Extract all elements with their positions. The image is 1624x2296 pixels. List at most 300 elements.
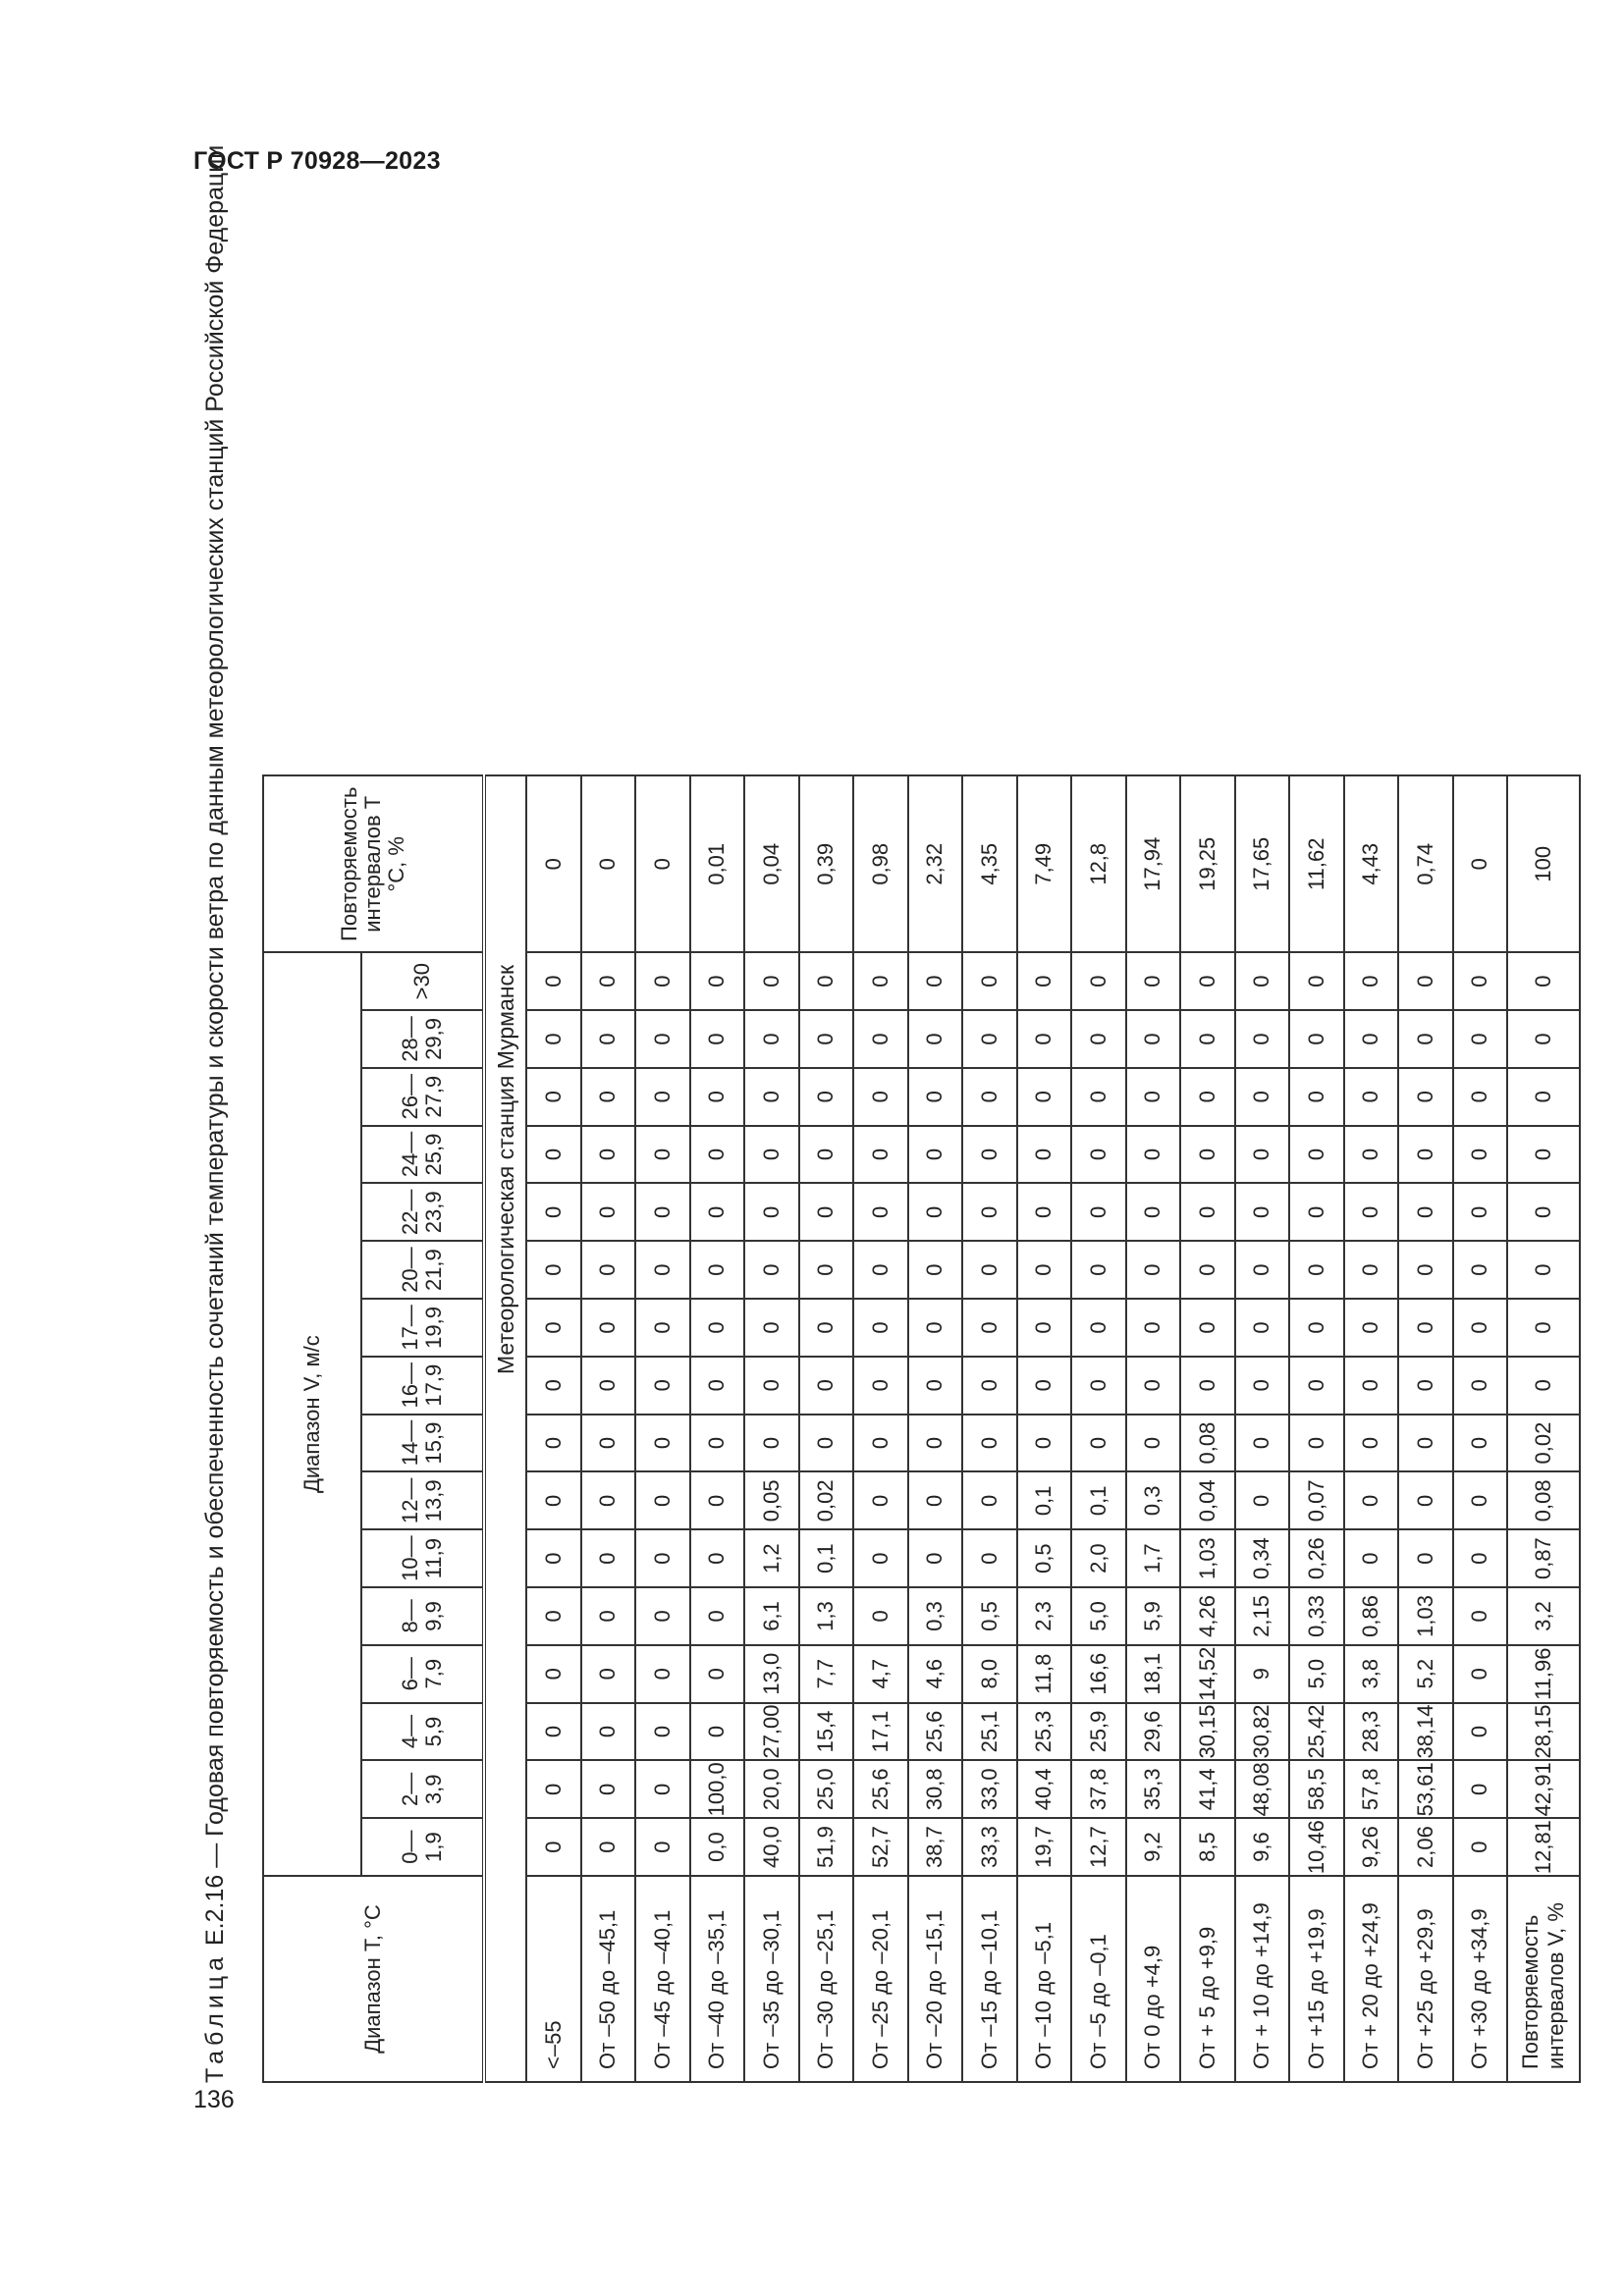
header-v-column-line: 20— <box>398 1247 422 1293</box>
table-cell <box>1289 1471 1344 1529</box>
cell-value: 19,25 <box>1194 836 1219 891</box>
cell-value: 0 <box>758 1379 784 1392</box>
table-cell <box>853 1529 908 1587</box>
document-header: ГОСТ Р 70928—2023 <box>193 147 441 175</box>
table-cell <box>853 1760 908 1818</box>
table-cell <box>1453 1703 1508 1761</box>
cell-value: 0 <box>867 1494 893 1507</box>
table-cell <box>1289 1645 1344 1703</box>
cell-value: 0 <box>540 1379 566 1392</box>
table-cell <box>1289 1529 1344 1587</box>
table-cell <box>1453 1587 1508 1645</box>
cell-value: 0 <box>540 1610 566 1623</box>
cell-value: 37,8 <box>1085 1768 1110 1811</box>
cell-value: 1,7 <box>1140 1543 1165 1574</box>
table-cell <box>581 1126 636 1184</box>
cell-value: 0,04 <box>758 842 784 885</box>
cell-value: 0,98 <box>867 842 893 885</box>
table-cell <box>1289 1357 1344 1415</box>
row-t-range-label <box>799 1876 854 2082</box>
table-cell <box>1507 1010 1580 1068</box>
row-t-range-label <box>1017 1876 1072 2082</box>
header-v-column-line: 22— <box>398 1189 422 1236</box>
cell-value: 19,7 <box>1031 1826 1056 1869</box>
header-v-column <box>361 1241 484 1299</box>
table-cell <box>581 952 636 1010</box>
cell-value: 0,01 <box>704 842 730 885</box>
table-cell <box>853 1068 908 1126</box>
cell-value: 12,7 <box>1085 1826 1110 1869</box>
cell-value: 38,14 <box>1412 1704 1437 1759</box>
table-cell <box>1126 1703 1181 1761</box>
row-label-text: От + 5 до +9,9 <box>1194 1926 1219 2069</box>
cell-value: 0 <box>1467 975 1492 988</box>
table-cell <box>1071 952 1126 1010</box>
header-row-group <box>263 775 361 2082</box>
cell-value: 1,03 <box>1412 1595 1437 1637</box>
cell-value: 0 <box>1140 975 1165 988</box>
cell-value: 2,3 <box>1031 1601 1056 1631</box>
table-cell <box>853 952 908 1010</box>
row-label-text: От 0 до +4,9 <box>1140 1945 1165 2069</box>
cell-value: 0 <box>1412 1091 1437 1103</box>
row-t-range-label <box>1453 1876 1508 2082</box>
header-v-range <box>263 952 361 1876</box>
table-cell <box>908 1818 963 1876</box>
table-cell <box>690 1529 745 1587</box>
cell-value: 4,43 <box>1358 842 1383 885</box>
header-t-range-label: Диапазон T, °C <box>360 1904 385 2054</box>
cell-value: 0 <box>922 1033 947 1045</box>
cell-value: 5,0 <box>1085 1601 1110 1631</box>
table-cell <box>962 1241 1017 1299</box>
cell-value: 0 <box>649 1263 675 1276</box>
cell-value: 0 <box>1303 1091 1328 1103</box>
cell-value: 0 <box>1467 1148 1492 1161</box>
cell-value: 0 <box>1249 1148 1274 1161</box>
cell-value: 0 <box>976 1148 1001 1161</box>
cell-value: 25,6 <box>922 1710 947 1753</box>
table-row <box>799 775 854 2082</box>
table-cell <box>635 1529 690 1587</box>
cell-value: 0 <box>1412 1379 1437 1392</box>
table-cell <box>853 1645 908 1703</box>
cell-value: 0 <box>540 1205 566 1218</box>
table-cell <box>1344 1299 1399 1357</box>
table-cell <box>1453 1241 1508 1299</box>
cell-value: 0 <box>1358 1494 1383 1507</box>
header-t-repeat-line: Повторяемость <box>337 786 361 941</box>
cell-value: 0 <box>867 1205 893 1218</box>
cell-value: 4,7 <box>867 1658 893 1689</box>
row-label-text: От –40 до –35,1 <box>704 1909 730 2069</box>
table-cell <box>1398 1471 1453 1529</box>
cell-value: 0 <box>1194 1148 1219 1161</box>
table-cell <box>962 1183 1017 1241</box>
table-cell <box>581 1299 636 1357</box>
cell-value: 0 <box>595 1205 621 1218</box>
cell-value: 100 <box>1531 845 1555 882</box>
table-cell <box>1507 1818 1580 1876</box>
cell-value: 4,6 <box>922 1658 947 1689</box>
table-cell <box>635 1587 690 1645</box>
cell-value: 0 <box>1249 1494 1274 1507</box>
cell-value: 14,52 <box>1194 1646 1219 1701</box>
cell-value: 0 <box>867 975 893 988</box>
header-t-repeat-line: интервалов T <box>360 795 385 933</box>
table-cell <box>1126 1183 1181 1241</box>
row-t-range-label <box>526 1876 581 2082</box>
cell-value: 0 <box>595 858 621 871</box>
table-cell <box>962 1529 1017 1587</box>
cell-value: 0 <box>1358 1205 1383 1218</box>
table-cell <box>1126 952 1181 1010</box>
table-cell <box>1453 952 1508 1010</box>
table-cell <box>1398 1415 1453 1472</box>
table-cell <box>1289 1068 1344 1126</box>
header-v-column-line: 11,9 <box>421 1538 446 1579</box>
cell-value: 0 <box>813 1379 839 1392</box>
cell-value: 0 <box>1085 1205 1110 1218</box>
table-cell <box>962 1126 1017 1184</box>
table-cell <box>1235 1299 1290 1357</box>
cell-value: 9,2 <box>1140 1832 1165 1862</box>
cell-value: 0 <box>704 975 730 988</box>
table-cell <box>1289 952 1344 1010</box>
cell-value: 0 <box>1412 1494 1437 1507</box>
cell-value: 0,08 <box>1531 1479 1555 1522</box>
cell-value: 0 <box>704 1610 730 1623</box>
table-cell-t-repeat <box>908 775 963 952</box>
table-cell <box>962 1587 1017 1645</box>
header-v-column-line: 27,9 <box>421 1075 446 1118</box>
table-cell <box>1289 1760 1344 1818</box>
cell-value: 0 <box>649 1379 675 1392</box>
table-cell <box>853 1010 908 1068</box>
table-number: Е.2.16 <box>201 1874 229 1947</box>
header-v-column <box>361 1760 484 1818</box>
cell-value: 0 <box>758 1033 784 1045</box>
cell-value: 0 <box>867 1321 893 1334</box>
table-cell <box>1017 1183 1072 1241</box>
header-v-column <box>361 1471 484 1529</box>
cell-value: 100,0 <box>704 1762 730 1817</box>
table-cell <box>1126 1818 1181 1876</box>
table-cell <box>744 952 799 1010</box>
table-cell <box>690 952 745 1010</box>
cell-value: 0 <box>1031 1033 1056 1045</box>
table-cell <box>799 1068 854 1126</box>
table-cell <box>1017 1010 1072 1068</box>
cell-value: 0 <box>813 1091 839 1103</box>
cell-value: 15,4 <box>813 1710 839 1753</box>
cell-value: 0 <box>649 858 675 871</box>
cell-value: 0 <box>1467 1321 1492 1334</box>
cell-value: 5,2 <box>1412 1658 1437 1689</box>
header-v-range-label: Диапазон V, м/с <box>299 1335 324 1494</box>
cell-value: 0 <box>1303 975 1328 988</box>
table-cell <box>635 1357 690 1415</box>
table-cell <box>799 1299 854 1357</box>
table-cell <box>1235 952 1290 1010</box>
header-v-column-line: 25,9 <box>421 1133 446 1176</box>
cell-value: 0 <box>1194 1091 1219 1103</box>
table-row <box>1344 775 1399 2082</box>
table-cell <box>690 1818 745 1876</box>
table-cell <box>1398 1241 1453 1299</box>
table-cell <box>1344 1068 1399 1126</box>
header-v-column <box>361 1587 484 1645</box>
table-row <box>526 775 581 2082</box>
cell-value: 0 <box>704 1552 730 1565</box>
cell-value: 38,7 <box>922 1826 947 1869</box>
table-cell <box>1235 1760 1290 1818</box>
table-cell <box>799 1471 854 1529</box>
table-caption <box>200 17 231 2083</box>
header-v-column-line: >30 <box>409 962 434 1000</box>
header-v-column-line: 8— <box>398 1599 422 1633</box>
cell-value: 0 <box>1085 1436 1110 1450</box>
cell-value: 0 <box>1140 1091 1165 1103</box>
cell-value: 0 <box>1249 1205 1274 1218</box>
table-cell <box>690 1760 745 1818</box>
table-cell <box>962 1010 1017 1068</box>
table-cell <box>1453 1529 1508 1587</box>
table-cell <box>853 1126 908 1184</box>
table-cell <box>1289 1126 1344 1184</box>
table-cell <box>1235 1529 1290 1587</box>
cell-value: 2,06 <box>1412 1826 1437 1869</box>
table-cell-t-repeat <box>526 775 581 952</box>
table-cell <box>908 1010 963 1068</box>
table-cell-t-repeat <box>962 775 1017 952</box>
cell-value: 0 <box>1194 975 1219 988</box>
cell-value: 25,42 <box>1303 1704 1328 1759</box>
cell-value: 0 <box>1467 1841 1492 1853</box>
table-cell <box>1071 1241 1126 1299</box>
table-cell <box>635 1415 690 1472</box>
row-t-range-label <box>1180 1876 1235 2082</box>
cell-value: 0 <box>976 1379 1001 1392</box>
header-v-column-line: 5,9 <box>421 1716 446 1747</box>
cell-value: 0 <box>649 1725 675 1738</box>
cell-value: 0 <box>867 1552 893 1565</box>
cell-value: 0 <box>976 1436 1001 1450</box>
table-cell <box>1235 1010 1290 1068</box>
table-row <box>1180 775 1235 2082</box>
header-v-column-line: 23,9 <box>421 1191 446 1234</box>
table-cell <box>1507 1299 1580 1357</box>
table-cell <box>962 1357 1017 1415</box>
table-cell <box>744 1760 799 1818</box>
table-cell <box>635 1010 690 1068</box>
header-v-column-line: 16— <box>398 1362 422 1409</box>
table-cell <box>799 1126 854 1184</box>
cell-value: 10,46 <box>1303 1820 1328 1875</box>
header-v-column <box>361 1415 484 1472</box>
table-cell-t-repeat <box>1453 775 1508 952</box>
table-cell-t-repeat <box>635 775 690 952</box>
table-cell <box>1126 1645 1181 1703</box>
cell-value: 0 <box>922 1205 947 1218</box>
table-cell <box>690 1471 745 1529</box>
table-cell <box>1453 1010 1508 1068</box>
table-cell <box>1453 1299 1508 1357</box>
table-cell <box>1017 1703 1072 1761</box>
table-cell <box>962 1645 1017 1703</box>
table-cell <box>1017 1818 1072 1876</box>
cell-value: 0 <box>704 1321 730 1334</box>
header-v-column <box>361 1126 484 1184</box>
cell-value: 0 <box>595 1379 621 1392</box>
table-cell <box>799 1415 854 1472</box>
table-cell <box>1235 1818 1290 1876</box>
cell-value: 0 <box>540 1091 566 1103</box>
cell-value: 4,26 <box>1194 1595 1219 1637</box>
table-cell <box>1398 1299 1453 1357</box>
cell-value: 0 <box>595 1494 621 1507</box>
cell-value: 0 <box>704 1725 730 1738</box>
table-cell <box>1344 1760 1399 1818</box>
table-cell <box>1180 1760 1235 1818</box>
table-cell-t-repeat <box>1289 775 1344 952</box>
table-cell <box>1126 1126 1181 1184</box>
cell-value: 0 <box>1140 1321 1165 1334</box>
cell-value: 0 <box>1531 1263 1555 1276</box>
header-v-column-line: 21,9 <box>421 1249 446 1292</box>
cell-value: 0 <box>1140 1033 1165 1045</box>
table-cell <box>1017 1645 1072 1703</box>
table-row <box>1289 775 1344 2082</box>
header-v-column <box>361 1357 484 1415</box>
table-cell <box>1507 1183 1580 1241</box>
header-v-column-line: 15,9 <box>421 1421 446 1465</box>
table-row <box>962 775 1017 2082</box>
table-cell <box>1344 1241 1399 1299</box>
table-cell <box>1180 1471 1235 1529</box>
cell-value: 0 <box>922 1091 947 1103</box>
cell-value: 0 <box>1194 1205 1219 1218</box>
table-row <box>908 775 963 2082</box>
cell-value: 13,0 <box>758 1652 784 1695</box>
header-v-column-line: 12— <box>398 1477 422 1524</box>
row-label-text: Повторяемость интервалов V, % <box>1518 1902 1568 2069</box>
cell-value: 0 <box>704 1668 730 1681</box>
table-cell <box>1017 1587 1072 1645</box>
table-cell <box>635 952 690 1010</box>
cell-value: 0 <box>1031 1263 1056 1276</box>
cell-value: 0 <box>867 1379 893 1392</box>
cell-value: 0 <box>704 1205 730 1218</box>
table-cell <box>908 1357 963 1415</box>
table-cell <box>908 1183 963 1241</box>
table-cell <box>1235 1645 1290 1703</box>
cell-value: 0 <box>1303 1263 1328 1276</box>
table-cell <box>1071 1010 1126 1068</box>
table-cell <box>1126 1357 1181 1415</box>
row-label-text: От –25 до –20,1 <box>867 1909 893 2069</box>
table-cell <box>526 952 581 1010</box>
cell-value: 7,7 <box>813 1658 839 1689</box>
table-cell <box>1071 1183 1126 1241</box>
cell-value: 0 <box>1249 1033 1274 1045</box>
table-cell <box>962 1068 1017 1126</box>
table-cell <box>1017 1760 1072 1818</box>
table-cell <box>799 1241 854 1299</box>
header-v-column-line: 0— <box>398 1830 422 1864</box>
table-cell <box>908 1703 963 1761</box>
cell-value: 27,00 <box>758 1704 784 1759</box>
table-cell <box>962 1299 1017 1357</box>
table-cell <box>1344 1183 1399 1241</box>
table-cell <box>1235 1126 1290 1184</box>
cell-value: 40,4 <box>1031 1768 1056 1811</box>
header-v-column-line: 24— <box>398 1131 422 1178</box>
table-cell <box>581 1241 636 1299</box>
cell-value: 0 <box>976 1091 1001 1103</box>
row-t-range-label <box>908 1876 963 2082</box>
table-cell <box>962 1703 1017 1761</box>
table-cell <box>1071 1471 1126 1529</box>
cell-value: 0 <box>540 1783 566 1795</box>
table-cell <box>962 1471 1017 1529</box>
cell-value: 9,6 <box>1249 1832 1274 1862</box>
header-v-column-line: 19,9 <box>421 1307 446 1349</box>
cell-value: 0 <box>649 1091 675 1103</box>
cell-value: 0 <box>1249 1263 1274 1276</box>
cell-value: 0 <box>540 1841 566 1853</box>
cell-value: 0 <box>649 1494 675 1507</box>
cell-value: 0,34 <box>1249 1537 1274 1580</box>
cell-value: 0 <box>540 1668 566 1681</box>
table-cell <box>690 1068 745 1126</box>
cell-value: 0 <box>813 975 839 988</box>
cell-value: 5,0 <box>1303 1658 1328 1689</box>
cell-value: 0 <box>813 1033 839 1045</box>
row-label-text: От +15 до +19,9 <box>1303 1908 1328 2069</box>
table-cell <box>799 1587 854 1645</box>
cell-value: 0 <box>649 1436 675 1450</box>
cell-value: 0 <box>1303 1321 1328 1334</box>
cell-value: 0 <box>1303 1205 1328 1218</box>
table-cell <box>1398 1357 1453 1415</box>
table-cell <box>1344 952 1399 1010</box>
cell-value: 0 <box>1531 1091 1555 1103</box>
table-cell-t-repeat <box>1344 775 1399 952</box>
cell-value: 29,6 <box>1140 1710 1165 1753</box>
header-v-column <box>361 1183 484 1241</box>
cell-value: 0 <box>1303 1148 1328 1161</box>
cell-value: 0 <box>1358 1552 1383 1565</box>
cell-value: 8,0 <box>976 1658 1001 1689</box>
cell-value: 0 <box>704 1494 730 1507</box>
table-cell <box>690 1010 745 1068</box>
table-cell <box>853 1299 908 1357</box>
cell-value: 12,8 <box>1085 842 1110 885</box>
cell-value: 11,62 <box>1303 837 1328 890</box>
table-cell <box>908 1760 963 1818</box>
table-row <box>1507 775 1580 2082</box>
table-cell <box>1507 1357 1580 1415</box>
header-v-column-line: 13,9 <box>421 1479 446 1522</box>
cell-value: 0,3 <box>1140 1485 1165 1517</box>
row-t-range-label <box>1235 1876 1290 2082</box>
cell-value: 51,9 <box>813 1826 839 1869</box>
row-label-text: От –5 до –0,1 <box>1085 1934 1110 2069</box>
cell-value: 0 <box>758 975 784 988</box>
table-cell <box>744 1471 799 1529</box>
table-cell <box>1235 1068 1290 1126</box>
